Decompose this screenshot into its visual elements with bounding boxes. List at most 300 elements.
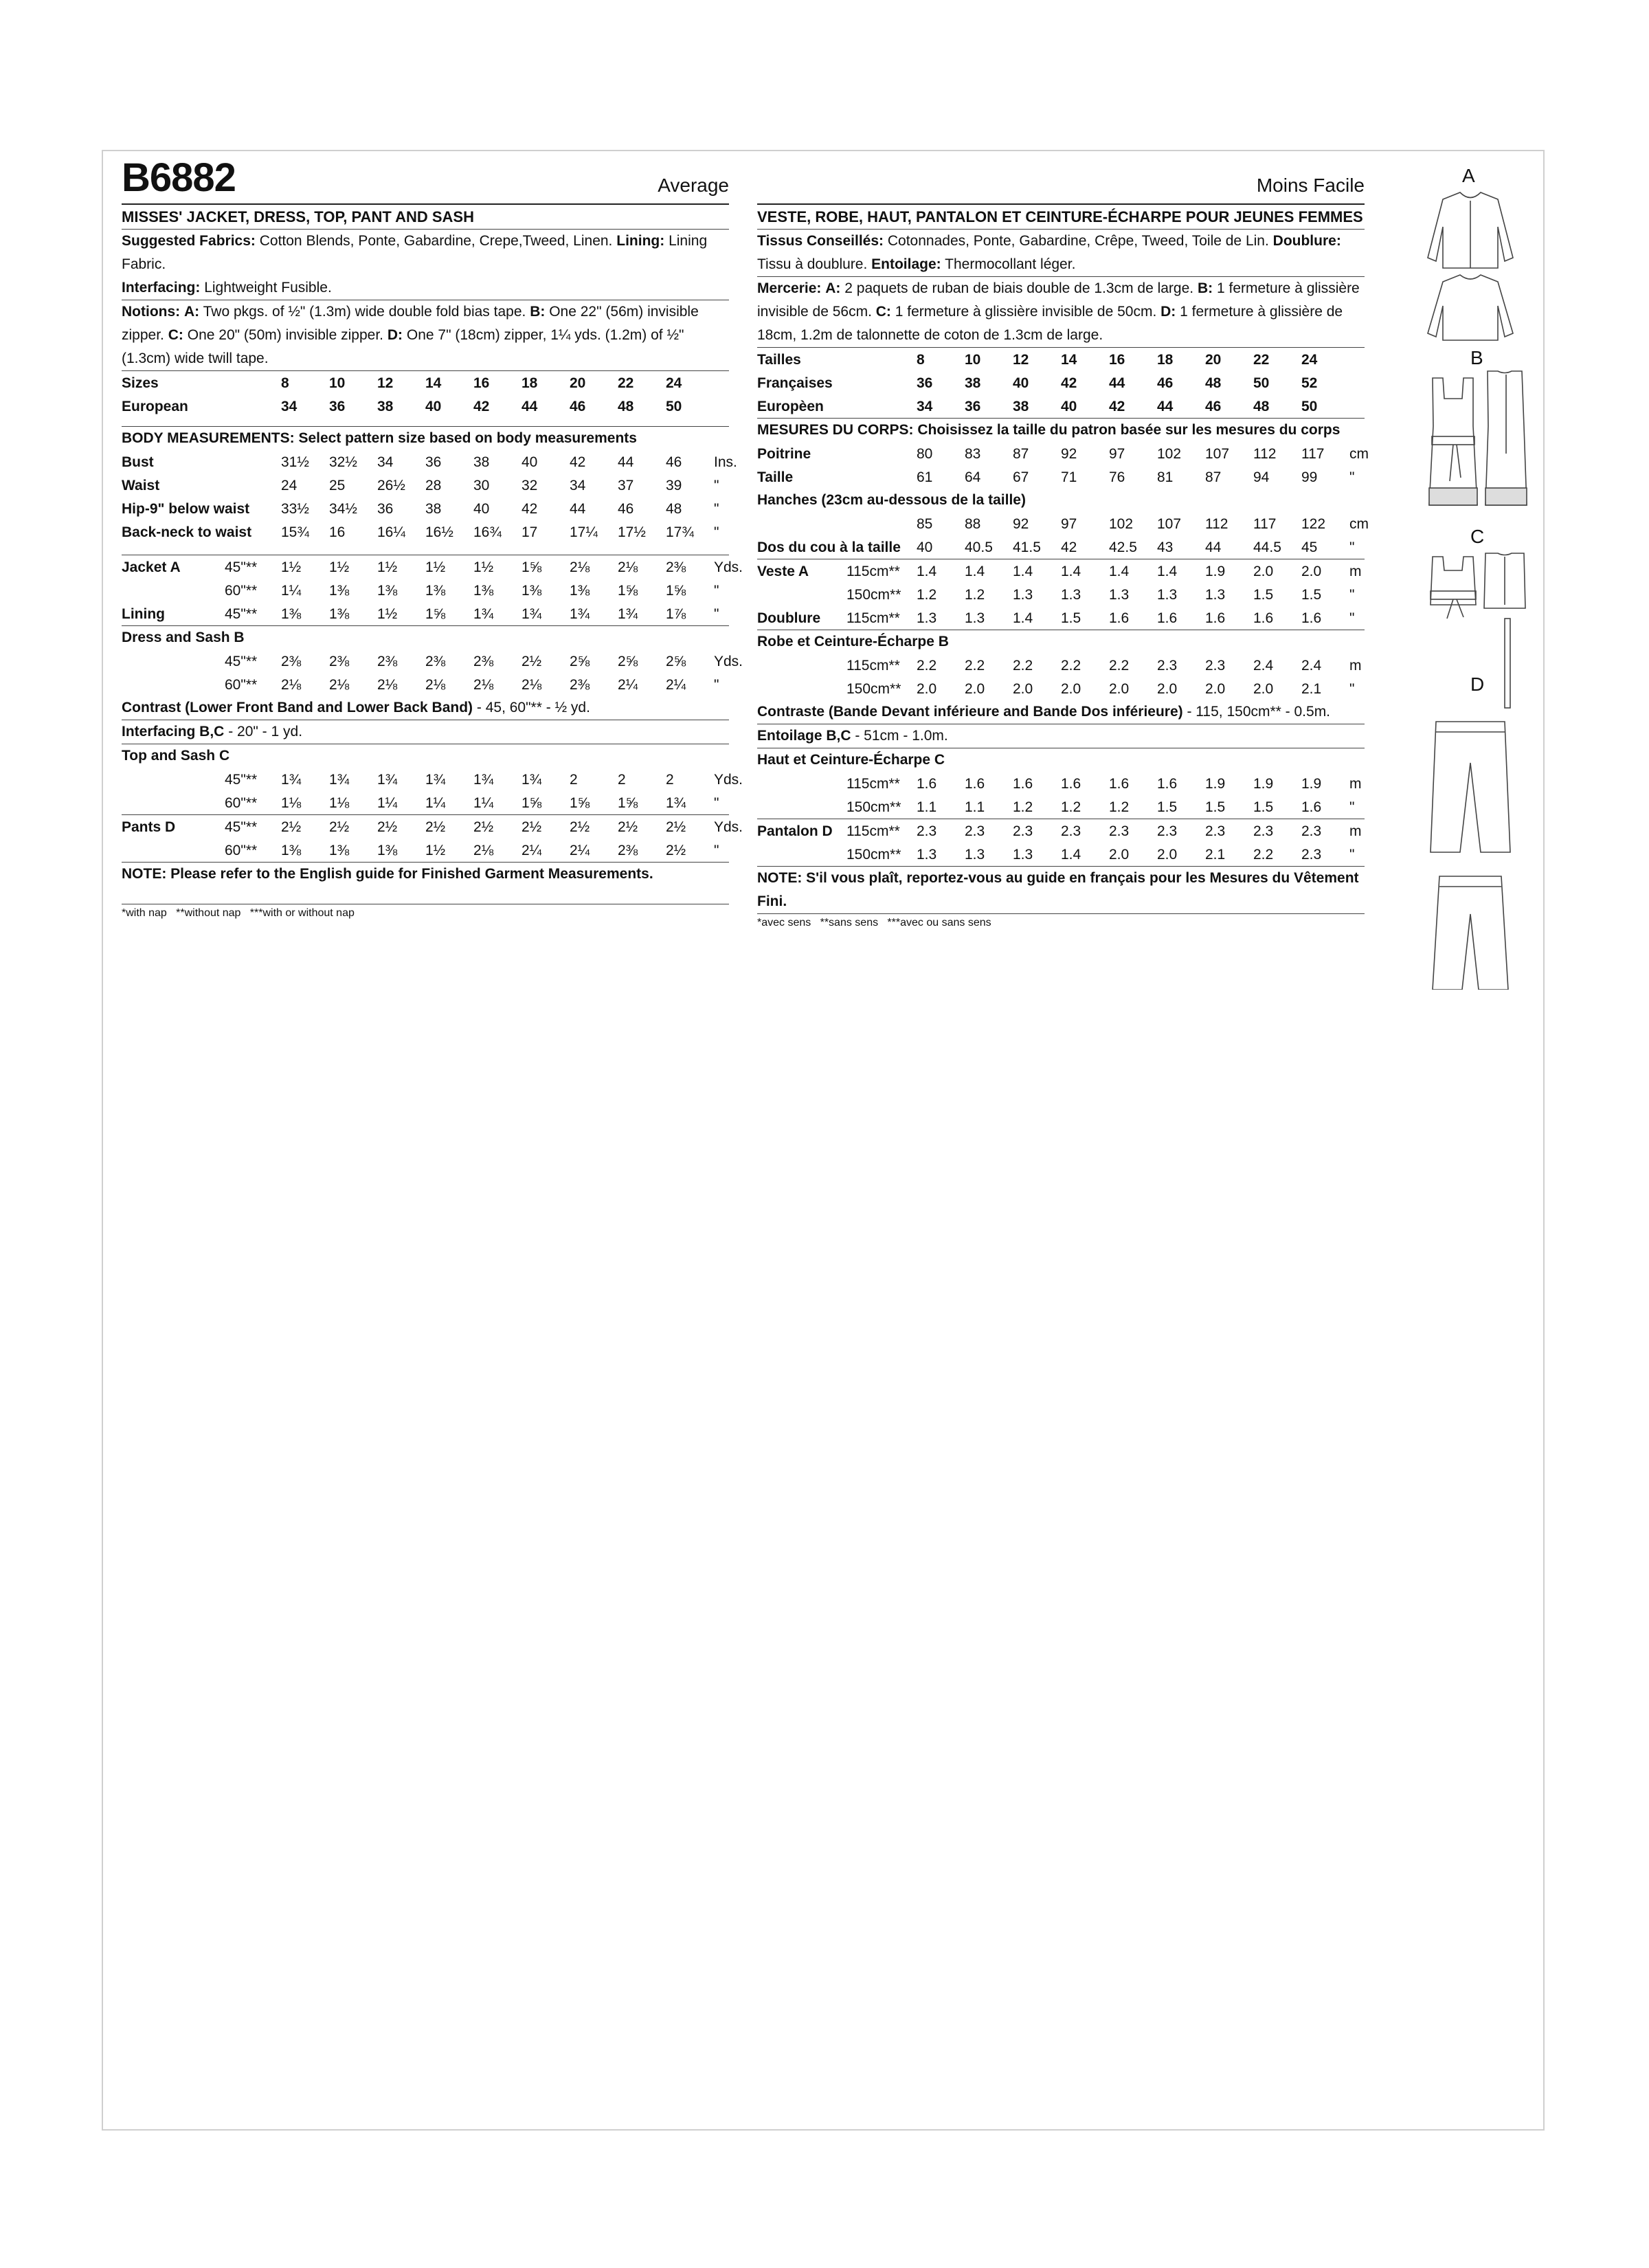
body-row xyxy=(122,497,729,520)
cell-value: 1.5 xyxy=(1301,587,1322,603)
europeen-row xyxy=(757,394,1365,418)
cell-value: 2½ xyxy=(473,819,494,835)
cell-value: 71 xyxy=(1061,469,1077,485)
cell-value: 17½ xyxy=(618,524,646,540)
note-fr: NOTE: S'il vous plaît, reportez-vous au guide en français pour les Mesures du Vêtement Fini. xyxy=(757,870,1359,909)
cell-value: 2⅜ xyxy=(570,677,590,693)
cell-value: 2.1 xyxy=(1301,681,1322,697)
cell-value: 2⅛ xyxy=(473,843,494,858)
cell-value: 1¼ xyxy=(425,795,446,811)
fabric-width: 150cm** xyxy=(846,681,901,697)
cell-value: 40 xyxy=(425,399,442,414)
cell-value: 48 xyxy=(1253,399,1270,414)
cell-value: 1¾ xyxy=(473,772,494,788)
cell-value: 1¾ xyxy=(570,606,590,622)
cell-value: 2½ xyxy=(521,819,542,835)
jacket-row xyxy=(122,579,729,602)
cell-value: 38 xyxy=(473,454,490,470)
row-label: Hip-9" below waist xyxy=(122,501,250,517)
cell-value: 31½ xyxy=(281,454,309,470)
cell-value: 2½ xyxy=(666,843,686,858)
cell-value: 1⅜ xyxy=(473,583,494,599)
row-label: Back-neck to waist xyxy=(122,524,252,540)
cell-value: 2.0 xyxy=(1253,564,1274,579)
cell-value: 2⅛ xyxy=(329,677,350,693)
unit: Yds. xyxy=(714,654,743,669)
cell-value: 42 xyxy=(473,399,490,414)
cell-value: 2.4 xyxy=(1301,658,1322,674)
fabric-width: 45"** xyxy=(225,559,258,575)
unit: Ins. xyxy=(714,454,737,470)
row-label: Poitrine xyxy=(757,446,811,462)
cell-value: 2 xyxy=(666,772,674,788)
cell-value: 25 xyxy=(329,478,346,493)
cell-value: 2½ xyxy=(377,819,398,835)
cell-value: 16 xyxy=(473,375,490,391)
cell-value: 2.2 xyxy=(1253,847,1274,863)
cell-value: 1¼ xyxy=(473,795,494,811)
cell-value: 1.4 xyxy=(1013,610,1033,626)
cell-value: 37 xyxy=(618,478,634,493)
cell-value: 14 xyxy=(425,375,442,391)
fabrics-paragraph-fr: Tissus Conseillés: Cotonnades, Ponte, Gabardine, Crêpe, Tweed, Toile de Lin. Doublure: Tissu à doublure. Entoilage: Thermocollant léger. xyxy=(757,233,1341,272)
difficulty-label-fr: Moins Facile xyxy=(1256,175,1365,196)
cell-value: 1.3 xyxy=(1013,587,1033,603)
cell-value: 42 xyxy=(1109,399,1125,414)
cell-value: 36 xyxy=(329,399,346,414)
cell-value: 44 xyxy=(1109,375,1125,391)
cell-value: 1½ xyxy=(425,843,446,858)
cell-value: 2⅛ xyxy=(281,677,302,693)
cell-value: 17¾ xyxy=(666,524,694,540)
cell-value: 20 xyxy=(1205,352,1222,368)
english-column xyxy=(122,155,743,922)
cell-value: 92 xyxy=(1013,516,1029,532)
cell-value: 94 xyxy=(1253,469,1270,485)
european-row xyxy=(122,394,729,418)
unit: " xyxy=(1349,847,1355,863)
robe-row xyxy=(757,654,1365,677)
garment-title: MISSES' JACKET, DRESS, TOP, PANT AND SASH xyxy=(122,208,474,225)
cell-value: 2.0 xyxy=(1301,564,1322,579)
cell-value: 30 xyxy=(473,478,490,493)
cell-value: 112 xyxy=(1205,516,1229,532)
cell-value: 34 xyxy=(281,399,298,414)
cell-value: 1.3 xyxy=(917,610,937,626)
cell-value: 26½ xyxy=(377,478,405,493)
cell-value: 2⅝ xyxy=(666,654,686,669)
veste-row xyxy=(757,559,1365,583)
cell-value: 17¼ xyxy=(570,524,598,540)
cell-value: 2.2 xyxy=(1061,658,1081,674)
cell-value: 2.3 xyxy=(1157,823,1178,839)
view-illustrations xyxy=(1402,165,1539,990)
cell-value: 1.2 xyxy=(1109,799,1130,815)
cell-value: 1.1 xyxy=(917,799,937,815)
cell-value: 1¾ xyxy=(425,772,446,788)
cell-value: 117 xyxy=(1301,446,1325,462)
cell-value: 1.6 xyxy=(1109,610,1130,626)
cell-value: 48 xyxy=(618,399,634,414)
unit: Yds. xyxy=(714,819,743,835)
fabric-width: 115cm** xyxy=(846,610,900,626)
cell-value: 24 xyxy=(281,478,298,493)
cell-value: 38 xyxy=(965,375,981,391)
cell-value: 42.5 xyxy=(1109,540,1137,555)
cell-value: 1.5 xyxy=(1205,799,1226,815)
top-label: Top and Sash C xyxy=(122,748,230,764)
garment-title-fr: VESTE, ROBE, HAUT, PANTALON ET CEINTURE-ÉCHARPE POUR JEUNES FEMMES xyxy=(757,208,1363,225)
unit: " xyxy=(714,524,719,540)
unit: " xyxy=(714,606,719,622)
cell-value: 2.0 xyxy=(1157,847,1178,863)
cell-value: 107 xyxy=(1157,516,1182,532)
cell-value: 1¾ xyxy=(521,606,542,622)
cell-value: 1.6 xyxy=(965,776,985,792)
cell-value: 2⅛ xyxy=(618,559,638,575)
fabric-width: 45"** xyxy=(225,606,258,622)
cell-value: 38 xyxy=(425,501,442,517)
row-label: Taille xyxy=(757,469,794,485)
row-label: Lining xyxy=(122,606,165,622)
row-label: Veste A xyxy=(757,564,809,579)
contrast-line: Contrast (Lower Front Band and Lower Back Band) - 45, 60"** - ½ yd. xyxy=(122,700,590,715)
row-label: Pants D xyxy=(122,819,176,835)
cell-value: 36 xyxy=(425,454,442,470)
unit: cm xyxy=(1349,516,1369,532)
unit: m xyxy=(1349,776,1362,792)
cell-value: 2.3 xyxy=(1061,823,1081,839)
cell-value: 34 xyxy=(917,399,933,414)
cell-value: 46 xyxy=(570,399,586,414)
cell-value: 117 xyxy=(1253,516,1277,532)
cell-value: 2½ xyxy=(281,819,302,835)
cell-value: 40 xyxy=(917,540,933,555)
cell-value: 33½ xyxy=(281,501,309,517)
cell-value: 1.1 xyxy=(965,799,985,815)
fabric-width: 60"** xyxy=(225,843,258,858)
dos-row xyxy=(757,535,1365,559)
row-label: Sizes xyxy=(122,375,159,391)
cell-value: 1.9 xyxy=(1205,776,1226,792)
cell-value: 46 xyxy=(666,454,682,470)
cell-value: 46 xyxy=(1205,399,1222,414)
cell-value: 12 xyxy=(377,375,394,391)
cell-value: 1.4 xyxy=(1157,564,1178,579)
cell-value: 1.6 xyxy=(1301,799,1322,815)
cell-value: 36 xyxy=(377,501,394,517)
cell-value: 46 xyxy=(1157,375,1174,391)
cell-value: 122 xyxy=(1301,516,1326,532)
cell-value: 1.6 xyxy=(1157,776,1178,792)
body-row-fr xyxy=(757,442,1369,465)
cell-value: 16½ xyxy=(425,524,453,540)
cell-value: 2.0 xyxy=(1109,847,1130,863)
francaises-row xyxy=(757,371,1365,394)
row-label: Jacket A xyxy=(122,559,181,575)
sizes-row xyxy=(122,371,729,394)
cell-value: 2.2 xyxy=(917,658,937,674)
cell-value: 2½ xyxy=(666,819,686,835)
fabric-width: 115cm** xyxy=(846,658,900,674)
cell-value: 44 xyxy=(570,501,586,517)
jacket-row xyxy=(122,555,743,579)
cell-value: 2¼ xyxy=(666,677,686,693)
cell-value: 32 xyxy=(521,478,538,493)
cell-value: 102 xyxy=(1109,516,1134,532)
lining-row xyxy=(122,602,729,625)
cell-value: 1.3 xyxy=(1061,587,1081,603)
top-row xyxy=(122,791,729,814)
cell-value: 1.6 xyxy=(1301,610,1322,626)
unit: " xyxy=(714,843,719,858)
cell-value: 2.0 xyxy=(917,681,937,697)
fabric-width: 150cm** xyxy=(846,587,901,603)
fabric-width: 150cm** xyxy=(846,847,901,863)
unit: cm xyxy=(1349,446,1369,462)
cell-value: 38 xyxy=(377,399,394,414)
cell-value: 1¾ xyxy=(329,772,350,788)
cell-value: 2⅜ xyxy=(377,654,398,669)
cell-value: 46 xyxy=(618,501,634,517)
cell-value: 1⅜ xyxy=(281,843,302,858)
cell-value: 38 xyxy=(1013,399,1029,414)
cell-value: 1.4 xyxy=(1061,564,1081,579)
cell-value: 42 xyxy=(521,501,538,517)
cell-value: 1.2 xyxy=(965,587,985,603)
cell-value: 1.4 xyxy=(917,564,937,579)
cell-value: 1.9 xyxy=(1253,776,1274,792)
note: NOTE: Please refer to the English guide for Finished Garment Measurements. xyxy=(122,866,653,882)
cell-value: 15¾ xyxy=(281,524,309,540)
cell-value: 41.5 xyxy=(1013,540,1041,555)
fabric-width: 115cm** xyxy=(846,564,900,579)
cell-value: 17 xyxy=(521,524,538,540)
veste-row xyxy=(757,583,1365,606)
cell-value: 1⅜ xyxy=(377,843,398,858)
cell-value: 2.3 xyxy=(1109,823,1130,839)
cell-value: 64 xyxy=(965,469,981,485)
unit: m xyxy=(1349,564,1362,579)
hanches-row xyxy=(757,512,1369,535)
cell-value: 44 xyxy=(1205,540,1222,555)
unit: " xyxy=(1349,610,1355,626)
contraste-line: Contraste (Bande Devant inférieure and Bande Dos inférieure) - 115, 150cm** - 0.5m. xyxy=(757,704,1331,720)
cell-value: 2½ xyxy=(521,654,542,669)
cell-value: 1⅜ xyxy=(329,583,350,599)
cell-value: 40.5 xyxy=(965,540,993,555)
cell-value: 48 xyxy=(1205,375,1222,391)
cell-value: 1⅜ xyxy=(377,583,398,599)
cell-value: 2⅛ xyxy=(425,677,446,693)
cell-value: 2.1 xyxy=(1205,847,1226,863)
cell-value: 1⅜ xyxy=(425,583,446,599)
cell-value: 2⅜ xyxy=(281,654,302,669)
cell-value: 42 xyxy=(1061,375,1077,391)
cell-value: 2.0 xyxy=(1205,681,1226,697)
cell-value: 43 xyxy=(1157,540,1174,555)
cell-value: 16 xyxy=(329,524,346,540)
row-label: Pantalon D xyxy=(757,823,833,839)
cell-value: 1.6 xyxy=(1253,610,1274,626)
cell-value: 2½ xyxy=(329,819,350,835)
cell-value: 34 xyxy=(377,454,394,470)
cell-value: 1.9 xyxy=(1301,776,1322,792)
doublure-row xyxy=(757,606,1365,630)
haut-label: Haut et Ceinture-Écharpe C xyxy=(757,752,945,768)
dress-row xyxy=(122,649,743,673)
unit: " xyxy=(714,501,719,517)
cell-value: 1⅝ xyxy=(521,795,542,811)
entoilage-line: Entoilage B,C - 51cm - 1.0m. xyxy=(757,728,948,744)
unit: " xyxy=(714,795,719,811)
cell-value: 1½ xyxy=(473,559,494,575)
cell-value: 1½ xyxy=(377,606,398,622)
cell-value: 99 xyxy=(1301,469,1318,485)
difficulty-label: Average xyxy=(658,175,729,196)
fabric-width: 45"** xyxy=(225,772,258,788)
cell-value: 24 xyxy=(1301,352,1318,368)
view-a-label: A xyxy=(1462,165,1475,186)
cell-value: 1⅛ xyxy=(281,795,302,811)
view-d-label: D xyxy=(1470,674,1485,695)
cell-value: 2½ xyxy=(570,819,590,835)
cell-value: 32½ xyxy=(329,454,357,470)
cell-value: 2.0 xyxy=(1253,681,1274,697)
row-label: Waist xyxy=(122,478,160,493)
cell-value: 1.6 xyxy=(1109,776,1130,792)
cell-value: 1½ xyxy=(377,559,398,575)
cell-value: 76 xyxy=(1109,469,1125,485)
cell-value: 8 xyxy=(917,352,925,368)
cell-value: 1⅝ xyxy=(618,583,638,599)
cell-value: 18 xyxy=(521,375,538,391)
row-label: Dos du cou à la taille xyxy=(757,540,901,555)
cell-value: 42 xyxy=(570,454,586,470)
row-label: Europèen xyxy=(757,399,824,414)
cell-value: 97 xyxy=(1061,516,1077,532)
cell-value: 2.0 xyxy=(1013,681,1033,697)
cell-value: 48 xyxy=(666,501,682,517)
fabric-width: 150cm** xyxy=(846,799,901,815)
cell-value: 97 xyxy=(1109,446,1125,462)
cell-value: 2.4 xyxy=(1253,658,1274,674)
row-label: Françaises xyxy=(757,375,833,391)
unit: m xyxy=(1349,823,1362,839)
cell-value: 2⅝ xyxy=(570,654,590,669)
fabric-width: 60"** xyxy=(225,583,258,599)
cell-value: 2½ xyxy=(618,819,638,835)
cell-value: 2.0 xyxy=(1061,681,1081,697)
cell-value: 1.5 xyxy=(1061,610,1081,626)
fabric-width: 60"** xyxy=(225,677,258,693)
cell-value: 2 xyxy=(618,772,626,788)
cell-value: 34½ xyxy=(329,501,357,517)
row-label: Doublure xyxy=(757,610,821,626)
cell-value: 16¾ xyxy=(473,524,502,540)
cell-value: 1⅝ xyxy=(521,559,542,575)
hanches-label: Hanches (23cm au-dessous de la taille) xyxy=(757,492,1026,508)
cell-value: 2⅜ xyxy=(329,654,350,669)
cell-value: 1.3 xyxy=(1109,587,1130,603)
cell-value: 1.9 xyxy=(1205,564,1226,579)
cell-value: 1.5 xyxy=(1253,587,1274,603)
cell-value: 1⅜ xyxy=(570,583,590,599)
cell-value: 87 xyxy=(1013,446,1029,462)
body-row xyxy=(122,450,737,474)
unit: " xyxy=(1349,681,1355,697)
fabric-width: 115cm** xyxy=(846,823,900,839)
cell-value: 2¼ xyxy=(521,843,542,858)
cell-value: 2.3 xyxy=(1157,658,1178,674)
cell-value: 88 xyxy=(965,516,981,532)
cell-value: 2.3 xyxy=(917,823,937,839)
unit: " xyxy=(714,583,719,599)
interfacing-line: Interfacing B,C - 20" - 1 yd. xyxy=(122,724,303,740)
cell-value: 1.3 xyxy=(965,610,985,626)
cell-value: 1¾ xyxy=(618,606,638,622)
cell-value: 44.5 xyxy=(1253,540,1281,555)
cell-value: 40 xyxy=(473,501,490,517)
cell-value: 2.0 xyxy=(965,681,985,697)
cell-value: 1¾ xyxy=(521,772,542,788)
cell-value: 102 xyxy=(1157,446,1182,462)
cell-value: 42 xyxy=(1061,540,1077,555)
notions-paragraph: Notions: A: Two pkgs. of ½" (1.3m) wide double fold bias tape. B: One 22" (56m) invisible zipper. C: One 20" (50m) invisible zipper. D: One 7" (18cm) zipper, 1¼ yds. (1.2m) of ½" (1.3cm) wide twill tape. xyxy=(122,304,699,366)
cell-value: 2⅛ xyxy=(521,677,542,693)
cell-value: 2.3 xyxy=(1253,823,1274,839)
cell-value: 1.4 xyxy=(1109,564,1130,579)
cell-value: 20 xyxy=(570,375,586,391)
cell-value: 10 xyxy=(329,375,346,391)
cell-value: 2⅜ xyxy=(618,843,638,858)
cell-value: 2⅝ xyxy=(618,654,638,669)
cell-value: 2.3 xyxy=(1205,823,1226,839)
cell-value: 1.3 xyxy=(1157,587,1178,603)
cell-value: 2.3 xyxy=(1013,823,1033,839)
cell-value: 40 xyxy=(521,454,538,470)
view-c-label: C xyxy=(1470,526,1485,547)
cell-value: 2.3 xyxy=(1301,823,1322,839)
cell-value: 1½ xyxy=(281,559,302,575)
footnote-fr: *avec sens **sans sens ***avec ou sans sens xyxy=(757,917,991,929)
cell-value: 24 xyxy=(666,375,682,391)
cell-value: 2.2 xyxy=(965,658,985,674)
garment-sketches xyxy=(1402,165,1539,990)
cell-value: 87 xyxy=(1205,469,1222,485)
cell-value: 2.3 xyxy=(1205,658,1226,674)
cell-value: 1.3 xyxy=(917,847,937,863)
cell-value: 1⅝ xyxy=(618,795,638,811)
cell-value: 45 xyxy=(1301,540,1318,555)
cell-value: 18 xyxy=(1157,352,1174,368)
fabric-width: 45"** xyxy=(225,819,258,835)
cell-value: 2⅜ xyxy=(473,654,494,669)
cell-value: 1½ xyxy=(329,559,350,575)
cell-value: 1⅜ xyxy=(329,606,350,622)
unit: " xyxy=(1349,540,1355,555)
view-b-label: B xyxy=(1470,347,1483,368)
cell-value: 1.4 xyxy=(1013,564,1033,579)
unit: Yds. xyxy=(714,772,743,788)
cell-value: 40 xyxy=(1061,399,1077,414)
row-label: Bust xyxy=(122,454,154,470)
cell-value: 83 xyxy=(965,446,981,462)
cell-value: 81 xyxy=(1157,469,1174,485)
notions-paragraph-fr: Mercerie: A: 2 paquets de ruban de biais double de 1.3cm de large. B: 1 fermeture à glissière invisible de 56cm. C: 1 fermeture à glissière invisible de 50cm. D: 1 fermeture à glissière de 18cm, 1.2m de talonnette de coton de 1.3cm de large. xyxy=(757,280,1360,343)
cell-value: 1⅝ xyxy=(425,606,446,622)
body-measurements-title-fr: MESURES DU CORPS: Choisissez la taille du patron basée sur les mesures du corps xyxy=(757,422,1340,438)
